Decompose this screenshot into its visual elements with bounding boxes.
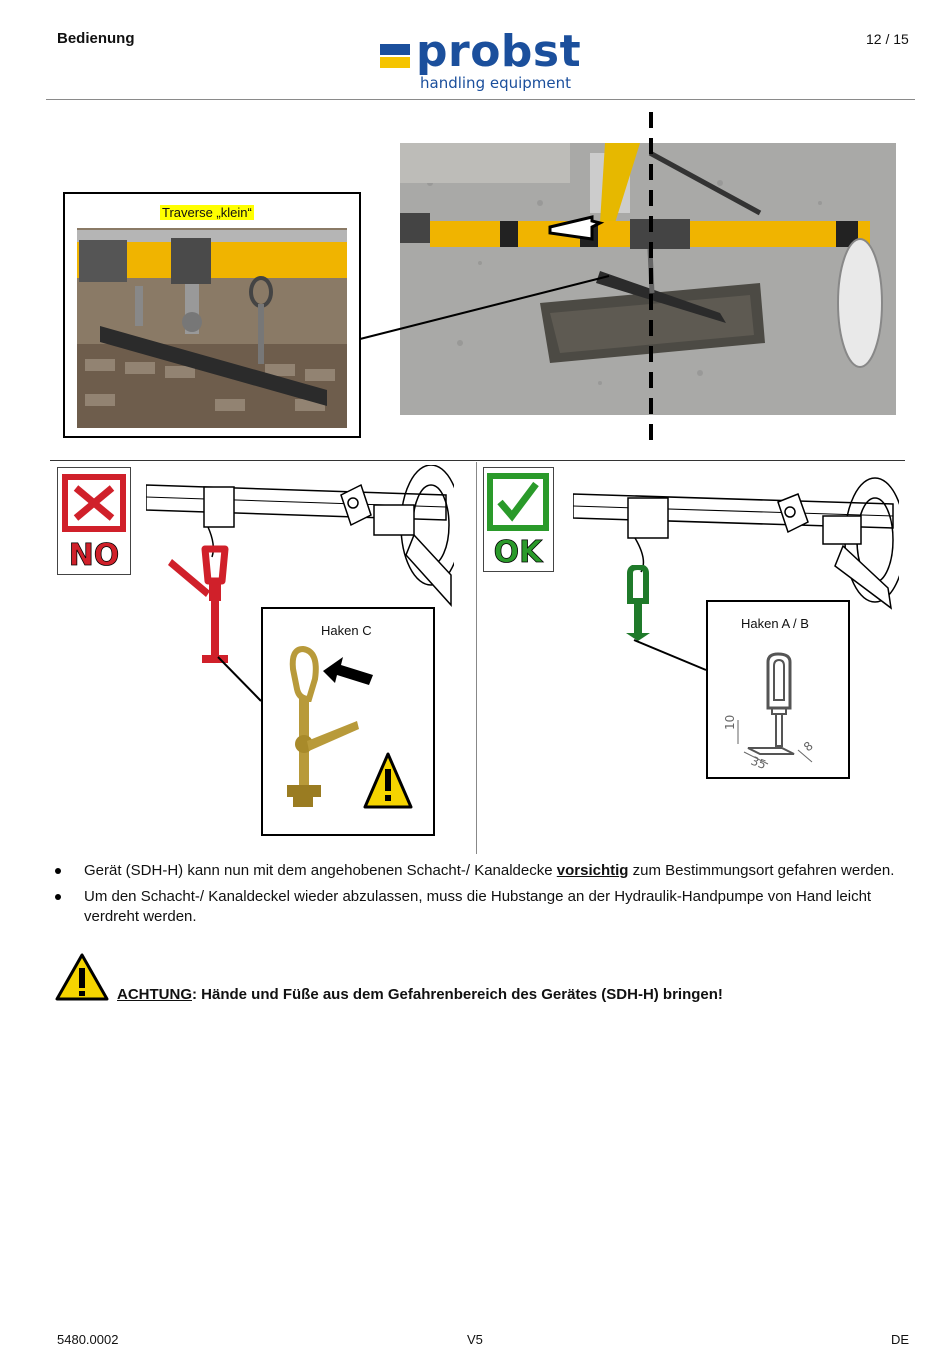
bullet-dot: [55, 894, 61, 900]
leader-line-hook-c: [215, 655, 265, 705]
warning-message: : Hände und Füße aus dem Gefahrenbereich des Gerätes (SDH-H) bringen!: [192, 986, 723, 1003]
center-dashed-line: [645, 112, 657, 448]
inset-label: Traverse „klein“: [162, 205, 252, 220]
dim-35: 35: [748, 753, 769, 773]
ok-label: OK: [493, 535, 543, 570]
logo-word: probst: [416, 26, 582, 77]
inset-photo-frame: [63, 192, 361, 438]
logo-tagline: handling equipment: [420, 74, 572, 92]
hook-c-detail-box: [261, 607, 435, 836]
ok-sign: [483, 467, 554, 572]
no-sign: [57, 467, 131, 575]
hook-c-detail-image: [263, 609, 433, 834]
warning-text: [117, 986, 723, 1003]
footer-doc-number: 5480.0002: [57, 1332, 119, 1347]
bullet-dot: [55, 868, 61, 874]
footer-version: V5: [467, 1332, 483, 1347]
ok-check-icon: [484, 468, 553, 571]
instruction-1-post: zum Bestimmungsort gefahren werden.: [628, 862, 895, 879]
warning-label: ACHTUNG: [117, 986, 192, 1003]
logo-bar-blue: [380, 44, 410, 55]
hook-ab-green-icon: [620, 565, 660, 645]
no-cross-icon: [58, 468, 130, 574]
hook-ab-label: Haken A / B: [741, 616, 809, 631]
figure-vertical-divider: [476, 462, 477, 854]
header-rule: [46, 99, 915, 100]
instruction-item-1: [55, 861, 905, 881]
instruction-item-2: [55, 887, 905, 927]
warning-triangle-icon: [55, 952, 110, 1002]
instruction-list: [55, 861, 905, 933]
probst-logo: [378, 26, 593, 94]
instruction-1-emphasis: vorsichtig: [556, 862, 629, 879]
dim-8: 8: [800, 738, 816, 755]
section-title: Bedienung: [57, 30, 135, 47]
leader-line-top: [355, 270, 615, 345]
logo-bar-yellow: [380, 57, 410, 68]
hook-c-label: Haken C: [321, 623, 372, 638]
dim-10: 10: [723, 714, 737, 730]
instruction-2-text: Um den Schacht-/ Kanaldeckel wieder abzulassen, muss die Hubstange an der Hydraulik-Handpumpe von Hand leicht verdreht werden.: [84, 888, 872, 925]
figure-divider: [50, 460, 905, 461]
footer-language: DE: [891, 1332, 910, 1347]
inset-photo-traverse: [65, 194, 359, 436]
page-number: 12 / 15: [866, 31, 909, 47]
leader-line-hook-ab: [630, 636, 710, 676]
instruction-1-pre: Gerät (SDH-H) kann nun mit dem angehobenen Schacht-/ Kanaldecke: [84, 862, 557, 879]
hook-c-red-icon: [160, 545, 240, 670]
no-label: NO: [68, 538, 120, 573]
